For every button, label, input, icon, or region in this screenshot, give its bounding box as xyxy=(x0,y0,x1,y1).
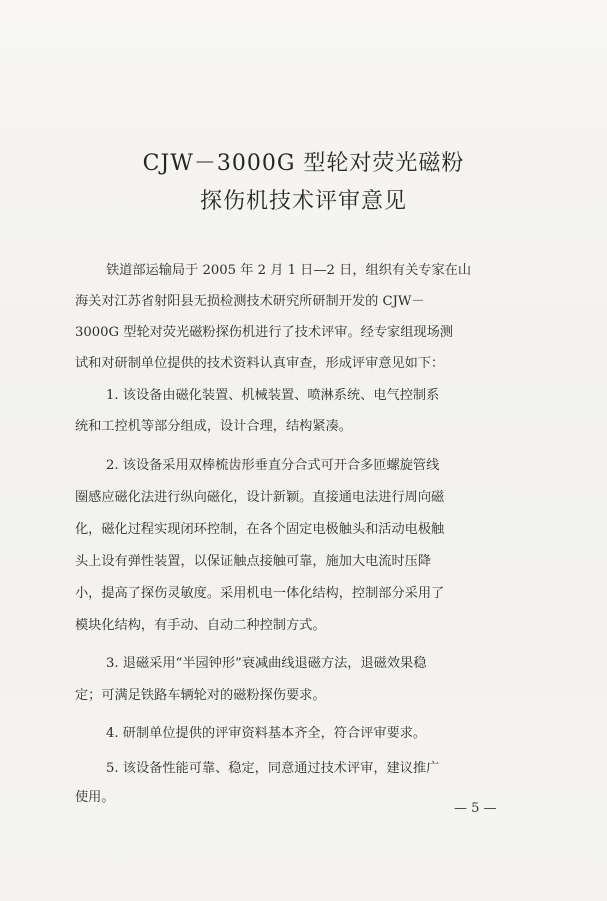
body-line: 模块化结构，有手动、自动二种控制方式。 xyxy=(75,618,326,633)
body-line: 2. 该设备采用双棒梳齿形垂直分合式可开合多匝螺旋管线 xyxy=(106,458,440,473)
body-line: 试和对研制单位提供的技术资料认真审查，形成评审意见如下： xyxy=(75,356,445,371)
page-number: — 5 — xyxy=(454,801,497,816)
body-line: 3. 退磁采用“半园钟形”衰减曲线退磁方法，退磁效果稳 xyxy=(106,656,427,671)
body-line: 圈感应磁化法进行纵向磁化，设计新颖。直接通电法进行周向磁 xyxy=(75,490,445,505)
body-line: 统和工控机等部分组成，设计合理，结构紧凑。 xyxy=(75,419,352,434)
document-title-line-2: 探伤机技术评审意见 xyxy=(199,189,407,214)
body-line: 3000G 型轮对荧光磁粉探伤机进行了技术评审。经专家组现场测 xyxy=(75,325,453,340)
document-title-line-1: CJW－3000G 型轮对荧光磁粉 xyxy=(142,151,465,176)
body-line: 化，磁化过程实现闭环控制，在各个固定电极触头和活动电极触 xyxy=(75,522,445,537)
body-line: 铁道部运输局于 2005 年 2 月 1 日—2 日，组织有关专家在山 xyxy=(106,263,472,278)
body-line: 使用。 xyxy=(75,790,115,805)
body-line: 海关对江苏省射阳县无损检测技术研究所研制开发的 CJW－ xyxy=(75,294,425,309)
body-line: 小，提高了探伤灵敏度。采用机电一体化结构，控制部分采用了 xyxy=(75,586,445,601)
body-line: 头上设有弹性装置，以保证触点接触可靠，施加大电流时压降 xyxy=(75,554,432,569)
body-line: 4. 研制单位提供的评审资料基本齐全，符合评审要求。 xyxy=(106,726,427,741)
body-line: 1. 该设备由磁化装置、机械装置、喷淋系统、电气控制系 xyxy=(106,388,440,403)
body-line: 5. 该设备性能可靠、稳定，同意通过技术评审，建议推广 xyxy=(106,761,440,776)
body-line: 定；可满足铁路车辆轮对的磁粉探伤要求。 xyxy=(75,688,326,703)
